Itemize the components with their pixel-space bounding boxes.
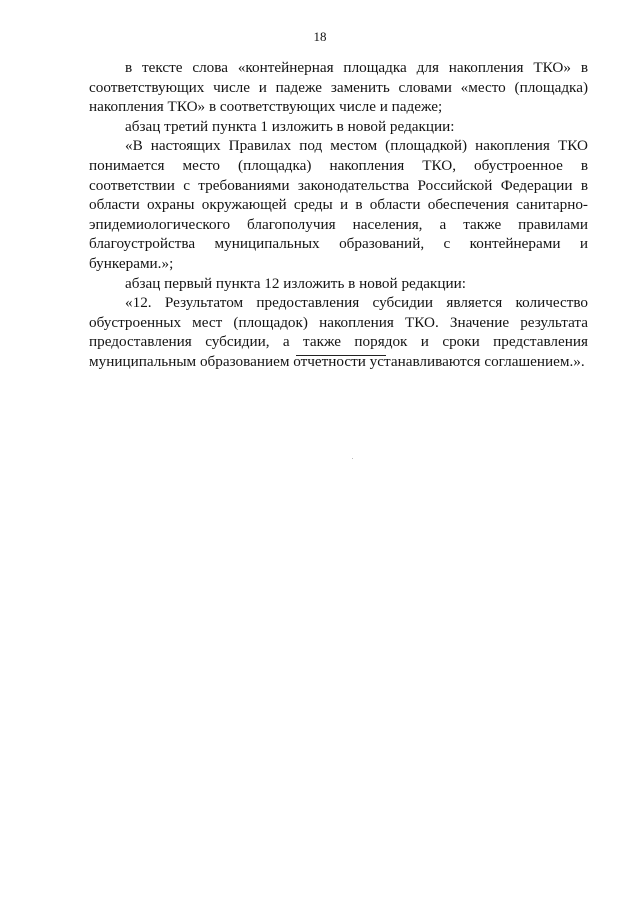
- document-body: [89, 58, 588, 372]
- paragraph-definition: «В настоящих Правилах под местом (площадкой) накопления ТКО понимается место (площадка) накопления ТКО, обустроенное в соответствии с требованиями законодательства Российской Федерации в области охраны окружающей среды и в области обеспечения санитарно-эпидемиологического благополучия населения, а также правилами благоустройства муниципальных образований, с контейнерами и бункерами.»;: [89, 137, 588, 272]
- scan-speck: [352, 458, 353, 459]
- paragraph-replace-terms: в тексте слова «контейнерная площадка для накопления ТКО» в соответствующих числе и падеже заменить словами «место (площадка) накопления ТКО» в соответствующих числе и падеже;: [89, 59, 588, 116]
- paragraph-subsidy-result: «12. Результатом предоставления субсидии является количество обустроенных мест (площадок) накопления ТКО. Значение результата предоставления субсидии, а также порядок и сроки представления муниципальным образованием отчетности устанавливаются соглашением.».: [89, 294, 588, 370]
- page-number: 18: [313, 29, 327, 44]
- paragraph-amend-clause-12: абзац первый пункта 12 изложить в новой редакции:: [125, 274, 467, 292]
- end-separator-line: [296, 355, 386, 356]
- paragraph-amend-clause-1: абзац третий пункта 1 изложить в новой редакции:: [125, 117, 455, 135]
